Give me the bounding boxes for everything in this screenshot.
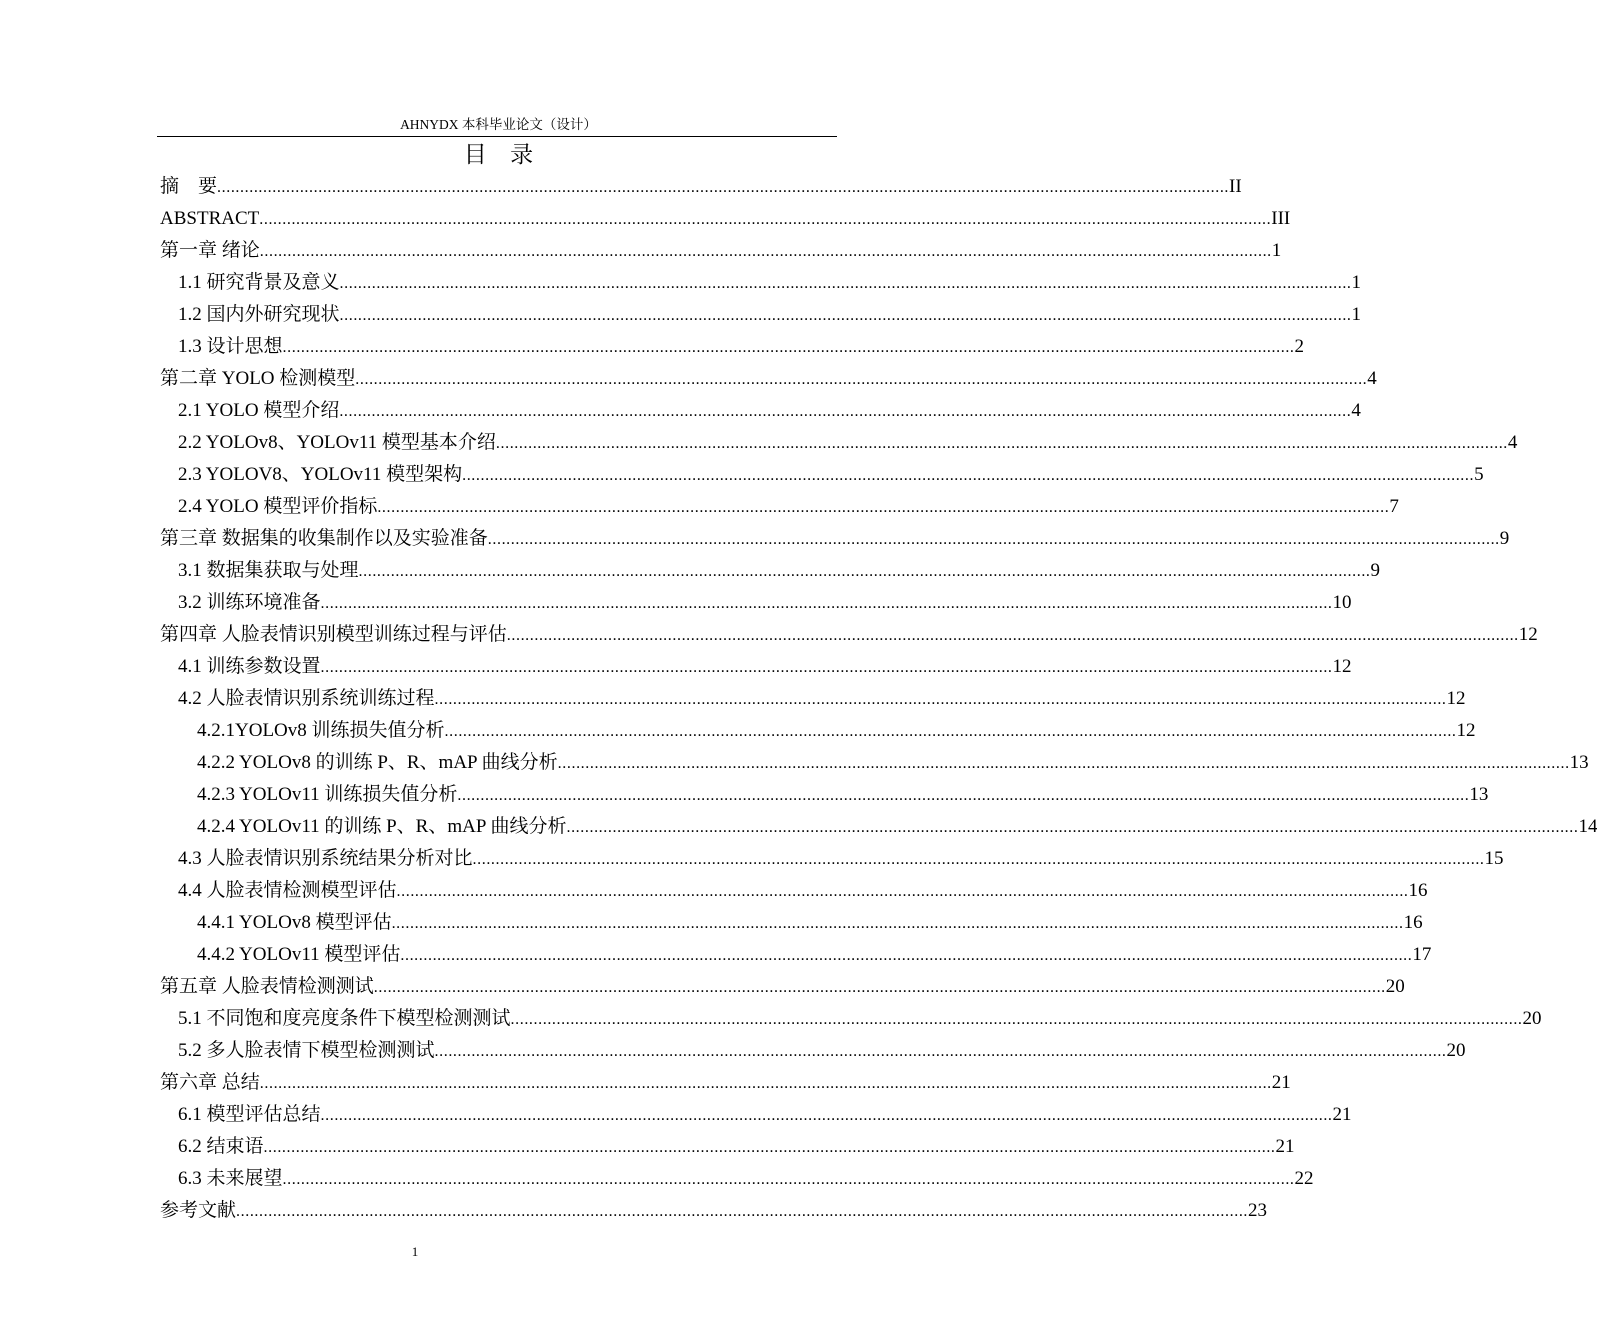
toc-entry-label: 4.2 人脸表情识别系统训练过程 xyxy=(178,688,435,709)
toc-leader-dots: ............................................................................................................................................................................................................................ xyxy=(487,531,1500,548)
toc-leader-dots: ............................................................................................................................................................................................................................ xyxy=(263,1139,1276,1156)
toc-leader-dots: ............................................................................................................................................................................................................................ xyxy=(259,243,1272,260)
toc-entry-page: 13 xyxy=(1569,752,1589,773)
toc-entry-page: 1 xyxy=(1271,240,1282,261)
toc-entry-page: 21 xyxy=(1275,1136,1295,1157)
toc-entry[interactable] xyxy=(160,523,1510,555)
toc-entry-label: 3.2 训练环境准备 xyxy=(178,592,321,613)
toc-entry-label: 4.4.1 YOLOv8 模型评估 xyxy=(197,912,392,933)
toc-entry-page: 7 xyxy=(1389,496,1399,517)
toc-entry-label: 第三章 数据集的收集制作以及实验准备 xyxy=(160,528,488,549)
toc-entry-page: 2 xyxy=(1294,336,1305,357)
toc-entry-label: 6.1 模型评估总结 xyxy=(178,1104,321,1125)
toc-entry-label: 4.2.2 YOLOv8 的训练 P、R、mAP 曲线分析 xyxy=(197,752,558,773)
toc-entry-page: 22 xyxy=(1294,1168,1314,1189)
toc-leader-dots: ............................................................................................................................................................................................................................ xyxy=(457,787,1470,804)
toc-title: 目 录 xyxy=(463,142,534,167)
toc-entry-page: 12 xyxy=(1456,720,1476,741)
toc-leader-dots: ............................................................................................................................................................................................................................ xyxy=(434,1043,1447,1060)
toc-entry-label: 摘 要 xyxy=(160,176,218,197)
toc-entry[interactable] xyxy=(178,267,1362,299)
toc-entry[interactable] xyxy=(178,1099,1352,1131)
toc-entry-label: 参考文献 xyxy=(160,1200,237,1221)
toc-entry-page: 5 xyxy=(1474,464,1484,485)
toc-entry-label: 4.4.2 YOLOv11 模型评估 xyxy=(197,944,401,965)
toc-entry-page: III xyxy=(1271,208,1291,229)
toc-entry[interactable] xyxy=(178,1003,1542,1035)
toc-entry[interactable] xyxy=(178,683,1466,715)
toc-leader-dots: ............................................................................................................................................................................................................................ xyxy=(557,755,1570,772)
toc-entry[interactable] xyxy=(160,363,1377,395)
toc-entry-page: 4 xyxy=(1507,432,1518,453)
toc-entry[interactable] xyxy=(178,1035,1466,1067)
toc-entry-page: 10 xyxy=(1332,592,1352,613)
toc-leader-dots: ............................................................................................................................................................................................................................ xyxy=(282,1171,1295,1188)
toc-leader-dots: ............................................................................................................................................................................................................................ xyxy=(259,1075,1272,1092)
toc-entry-page: 1 xyxy=(1351,272,1362,293)
running-header: AHNYDX 本科毕业论文（设计） xyxy=(400,117,597,132)
toc-leader-dots: ............................................................................................................................................................................................................................ xyxy=(396,883,1409,900)
toc-entry[interactable] xyxy=(178,843,1504,875)
toc-entry-page: 15 xyxy=(1484,848,1504,869)
toc-entry-page: 16 xyxy=(1408,880,1428,901)
toc-entry[interactable] xyxy=(178,395,1361,427)
toc-leader-dots: ............................................................................................................................................................................................................................ xyxy=(217,179,1230,196)
toc-entry[interactable] xyxy=(160,619,1538,651)
toc-entry-page: 20 xyxy=(1385,976,1405,997)
toc-entry[interactable] xyxy=(197,907,1423,939)
toc-entry[interactable] xyxy=(197,747,1589,779)
toc-entry-label: 第四章 人脸表情识别模型训练过程与评估 xyxy=(160,624,507,645)
toc-leader-dots: ............................................................................................................................................................................................................................ xyxy=(506,627,1519,644)
toc-entry[interactable] xyxy=(178,1163,1314,1195)
toc-entry-label: 6.2 结束语 xyxy=(178,1136,264,1157)
toc-entry-page: 23 xyxy=(1248,1200,1268,1221)
toc-entry-label: 第一章 绪论 xyxy=(160,240,260,261)
toc-leader-dots: ............................................................................................................................................................................................................................ xyxy=(391,915,1404,932)
toc-leader-dots: ............................................................................................................................................................................................................................ xyxy=(472,851,1485,868)
toc-entry-page: 12 xyxy=(1332,656,1352,677)
toc-entry-label: 第六章 总结 xyxy=(160,1072,260,1093)
toc-entry-label: 4.3 人脸表情识别系统结果分析对比 xyxy=(178,848,473,869)
header-rule xyxy=(157,136,837,137)
toc-entry[interactable] xyxy=(160,235,1282,267)
toc-entry-page: 13 xyxy=(1469,784,1489,805)
toc-leader-dots: ............................................................................................................................................................................................................................ xyxy=(510,1011,1523,1028)
toc-entry[interactable] xyxy=(178,459,1484,491)
toc-entry-label: 4.2.1YOLOv8 训练损失值分析 xyxy=(197,720,445,741)
toc-entry[interactable] xyxy=(178,427,1518,459)
toc-entry-page: 9 xyxy=(1370,560,1381,581)
toc-leader-dots: ............................................................................................................................................................................................................................ xyxy=(355,371,1368,388)
toc-entry[interactable] xyxy=(197,779,1489,811)
toc-leader-dots: ............................................................................................................................................................................................................................ xyxy=(495,435,1508,452)
toc-leader-dots: ............................................................................................................................................................................................................................ xyxy=(339,403,1352,420)
toc-entry[interactable] xyxy=(178,651,1352,683)
toc-entry-page: 4 xyxy=(1351,400,1361,421)
toc-entry-label: 4.1 训练参数设置 xyxy=(178,656,321,677)
toc-leader-dots: ............................................................................................................................................................................................................................ xyxy=(400,947,1413,964)
toc-entry-label: 4.4 人脸表情检测模型评估 xyxy=(178,880,397,901)
toc-entry-label: 2.4 YOLO 模型评价指标 xyxy=(178,496,378,517)
toc-entry[interactable] xyxy=(178,299,1362,331)
toc-entry-label: 6.3 未来展望 xyxy=(178,1168,283,1189)
toc-entry-label: 1.3 设计思想 xyxy=(178,336,283,357)
toc-leader-dots: ............................................................................................................................................................................................................................ xyxy=(444,723,1457,740)
toc-leader-dots: ............................................................................................................................................................................................................................ xyxy=(320,595,1333,612)
toc-leader-dots: ............................................................................................................................................................................................................................ xyxy=(566,819,1579,836)
toc-entry[interactable] xyxy=(160,1067,1291,1099)
toc-entry-label: 2.3 YOLOV8、YOLOv11 模型架构 xyxy=(178,464,463,485)
toc-entry-label: 4.2.4 YOLOv11 的训练 P、R、mAP 曲线分析 xyxy=(197,816,567,837)
toc-entry[interactable] xyxy=(178,587,1352,619)
toc-entry-page: 12 xyxy=(1446,688,1466,709)
toc-entry-page: 20 xyxy=(1446,1040,1466,1061)
toc-entry-page: 9 xyxy=(1499,528,1510,549)
toc-entry-label: 4.2.3 YOLOv11 训练损失值分析 xyxy=(197,784,458,805)
toc-leader-dots: ............................................................................................................................................................................................................................ xyxy=(282,339,1295,356)
toc-entry[interactable] xyxy=(160,203,1291,235)
toc-entry[interactable] xyxy=(178,1131,1295,1163)
toc-entry[interactable] xyxy=(197,939,1432,971)
toc-leader-dots: ............................................................................................................................................................................................................................ xyxy=(434,691,1447,708)
toc-entry[interactable] xyxy=(160,971,1405,1003)
toc-entry-label: ABSTRACT xyxy=(160,208,260,229)
toc-entry-page: 17 xyxy=(1412,944,1432,965)
toc-entry[interactable] xyxy=(197,811,1597,843)
toc-entry-label: 3.1 数据集获取与处理 xyxy=(178,560,359,581)
toc-leader-dots: ............................................................................................................................................................................................................................ xyxy=(236,1203,1249,1220)
toc-leader-dots: ............................................................................................................................................................................................................................ xyxy=(320,1107,1333,1124)
toc-entry-page: 20 xyxy=(1522,1008,1542,1029)
toc-leader-dots: ............................................................................................................................................................................................................................ xyxy=(339,307,1352,324)
toc-entry[interactable] xyxy=(178,555,1381,587)
toc-entry-page: 21 xyxy=(1271,1072,1291,1093)
toc-entry[interactable] xyxy=(178,491,1399,523)
toc-entry-page: 14 xyxy=(1578,816,1597,837)
toc-entry-label: 5.2 多人脸表情下模型检测测试 xyxy=(178,1040,435,1061)
toc-entry-label: 2.2 YOLOv8、YOLOv11 模型基本介绍 xyxy=(178,432,496,453)
toc-leader-dots: ............................................................................................................................................................................................................................ xyxy=(259,211,1272,228)
toc-entry[interactable] xyxy=(160,171,1242,203)
toc-entry-page: II xyxy=(1229,176,1242,197)
toc-entry-label: 1.1 研究背景及意义 xyxy=(178,272,340,293)
toc-entry[interactable] xyxy=(160,1195,1268,1227)
toc-leader-dots: ............................................................................................................................................................................................................................ xyxy=(320,659,1333,676)
toc-entry[interactable] xyxy=(178,331,1305,363)
toc-leader-dots: ............................................................................................................................................................................................................................ xyxy=(358,563,1371,580)
toc-entry-label: 2.1 YOLO 模型介绍 xyxy=(178,400,340,421)
toc-entry-page: 12 xyxy=(1518,624,1538,645)
toc-leader-dots: ............................................................................................................................................................................................................................ xyxy=(373,979,1386,996)
toc-leader-dots: ............................................................................................................................................................................................................................ xyxy=(377,499,1390,516)
toc-entry-page: 1 xyxy=(1351,304,1362,325)
page-number: 1 xyxy=(411,1244,419,1259)
toc-entry-page: 21 xyxy=(1332,1104,1352,1125)
toc-entry-label: 5.1 不同饱和度亮度条件下模型检测测试 xyxy=(178,1008,511,1029)
toc-entry-label: 第二章 YOLO 检测模型 xyxy=(160,368,356,389)
toc-leader-dots: ............................................................................................................................................................................................................................ xyxy=(462,467,1475,484)
toc-entry-label: 第五章 人脸表情检测测试 xyxy=(160,976,374,997)
toc-entry[interactable] xyxy=(197,715,1476,747)
toc-entry-page: 4 xyxy=(1367,368,1377,389)
toc-entry[interactable] xyxy=(178,875,1428,907)
toc-leader-dots: ............................................................................................................................................................................................................................ xyxy=(339,275,1352,292)
toc-entry-page: 16 xyxy=(1403,912,1423,933)
toc-entry-label: 1.2 国内外研究现状 xyxy=(178,304,340,325)
